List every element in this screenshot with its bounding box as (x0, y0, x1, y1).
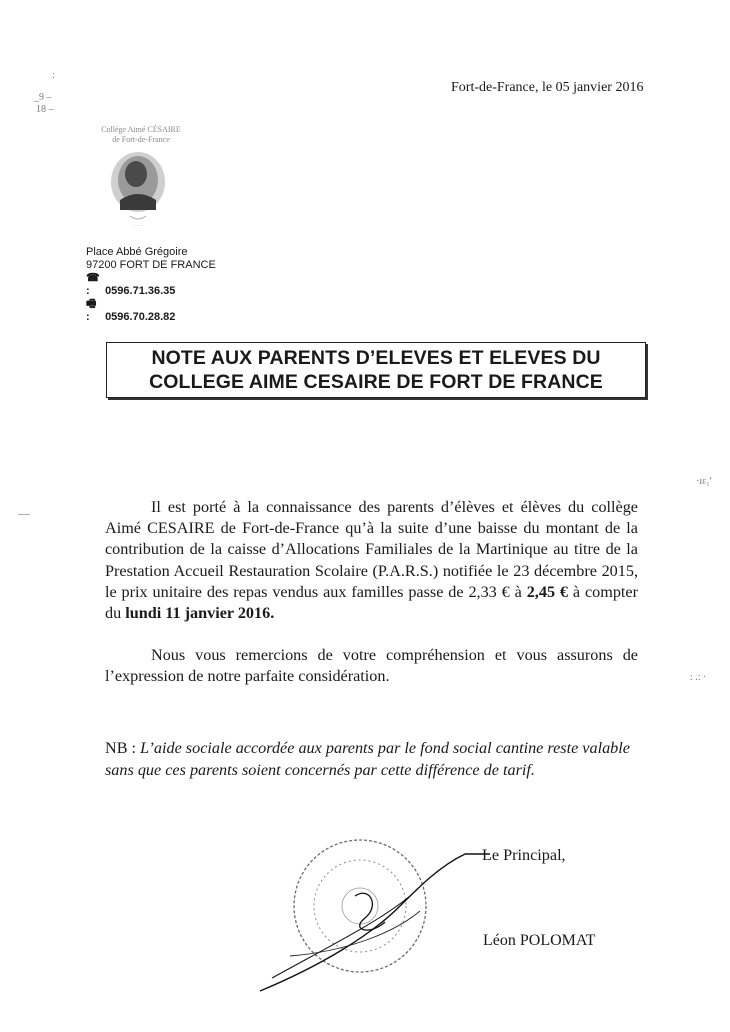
body-paragraph-1-text: Il est porté à la connaissance des parents d’élèves et élèves du collège Aimé CESAIRE de Fort-de-France qu’à la suite d’une baisse du montant de la contribution de la caisse d’Allocations Familiales de la Martinique au titre de la Prestation Accueil Restauration Scolaire (P.A.R.S.) notifiée le 23 décembre 2015, le prix unitaire des repas vendus aux familles passe de 2,33 € à (105, 498, 638, 601)
fax-number: 0596.70.28.82 (105, 311, 176, 323)
letter-body (105, 497, 638, 688)
phone-icon: ☎ : (86, 272, 100, 297)
note-title-line-1: NOTE AUX PARENTS D’ELEVES ET ELEVES DU (151, 347, 601, 369)
logo-text-line-2: de Fort-de-France (112, 135, 170, 144)
school-logo (86, 122, 196, 242)
official-stamp-and-signature (250, 826, 510, 996)
effective-date: lundi 11 janvier 2016. (125, 604, 275, 623)
address-city: 97200 FORT DE FRANCE (86, 259, 216, 271)
scan-mark: : (52, 70, 55, 81)
address-street: Place Abbé Grégoire (86, 246, 188, 258)
svg-text:· · ·: · · · (132, 222, 144, 230)
school-address (86, 246, 216, 324)
scan-mark: 18 – (36, 104, 54, 115)
note-title-box (106, 342, 646, 398)
fax-line (86, 298, 216, 324)
new-meal-price: 2,45 € (526, 582, 569, 601)
signatory-title: Le Principal, (482, 846, 566, 864)
scan-mark: — (18, 506, 30, 520)
phone-line (86, 272, 216, 298)
signatory-name: Léon POLOMAT (483, 932, 596, 949)
phone-number: 0596.71.36.35 (105, 285, 176, 297)
logo-text-line-1: Collège Aimé CÉSAIRE (101, 125, 181, 134)
scan-mark: : .: · (690, 672, 707, 683)
note-title-line-2: COLLEGE AIME CESAIRE DE FORT DE FRANCE (149, 371, 603, 393)
scan-mark: ·ıε₁' (696, 476, 712, 487)
nb-text: L’aide sociale accordée aux parents par le fond social cantine reste valable sans que ces parents soient concernés par cette différence de tarif. (105, 739, 630, 779)
body-paragraph-1-mid: à compter du (105, 582, 638, 623)
letter-date: Fort-de-France, le 05 janvier 2016 (451, 80, 644, 95)
nb-label: NB : (105, 739, 141, 757)
fax-icon: 🖷 : (86, 298, 97, 323)
scan-mark: _9 – (34, 92, 52, 103)
body-paragraph-1 (105, 497, 638, 624)
nb-note (105, 738, 640, 781)
body-paragraph-2: Nous vous remercions de votre compréhension et vous assurons de l’expression de notre parfaite considération. (105, 646, 638, 686)
